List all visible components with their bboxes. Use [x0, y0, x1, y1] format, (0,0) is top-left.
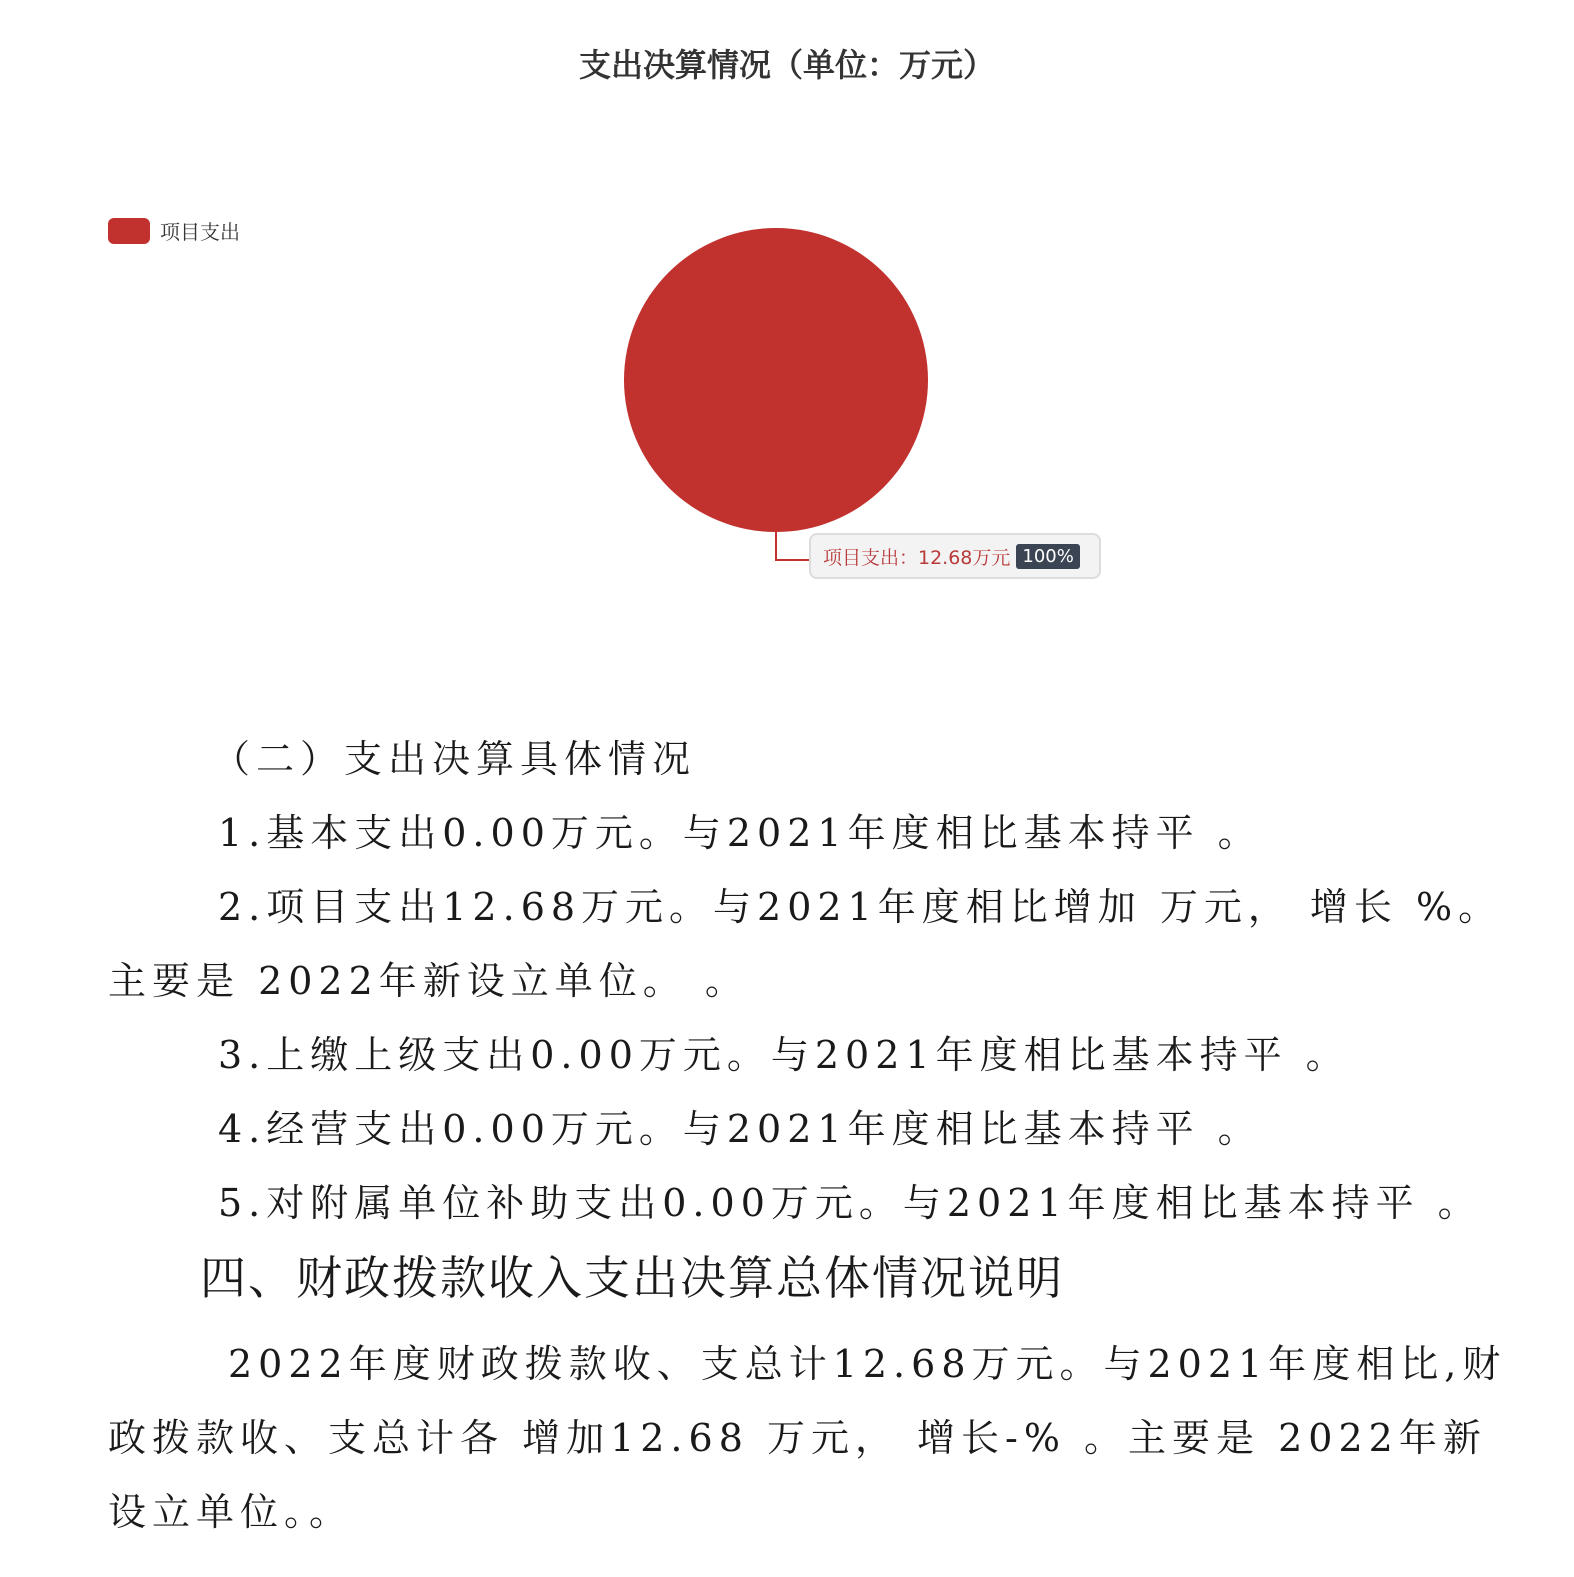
pie-slice-0[interactable]	[624, 228, 928, 532]
item-superior-expense: 3.上缴上级支出0.00万元。与2021年度相比基本持平 。	[218, 1033, 1350, 1077]
pie-chart	[0, 0, 1574, 640]
pie-slice-label	[809, 533, 1101, 579]
paragraph-line-2: 政拨款收、支总计各 增加12.68 万元， 增长-% 。主要是 2022年新	[108, 1416, 1487, 1460]
paragraph-line-1: 2022年度财政拨款收、支总计12.68万元。与2021年度相比,财	[228, 1342, 1507, 1386]
section-title: （二）支出决算具体情况	[212, 737, 697, 781]
item-basic-expense: 1.基本支出0.00万元。与2021年度相比基本持平 。	[218, 811, 1262, 855]
pie-slice-label-text: 项目支出：12.68万元	[823, 546, 1011, 569]
pie-slice-percent-badge: 100%	[1016, 544, 1079, 569]
item-operating-expense: 4.经营支出0.00万元。与2021年度相比基本持平 。	[218, 1107, 1262, 1151]
chart-title: 支出决算情况（单位：万元）	[578, 46, 995, 84]
paragraph-line-3: 设立单位。。	[108, 1490, 354, 1534]
item-subsidiary-expense: 5.对附属单位补助支出0.00万元。与2021年度相比基本持平 。	[218, 1181, 1482, 1225]
legend-item-project-expense: 项目支出	[160, 220, 240, 244]
item-project-expense: 2.项目支出12.68万元。与2021年度相比增加 万元， 增长 %。	[218, 885, 1503, 929]
section-heading-four: 四、财政拨款收入支出决算总体情况说明	[200, 1251, 1064, 1305]
item-project-expense-cont: 主要是 2022年新设立单位。 。	[108, 959, 749, 1003]
pie-label-leader-line	[776, 532, 809, 560]
